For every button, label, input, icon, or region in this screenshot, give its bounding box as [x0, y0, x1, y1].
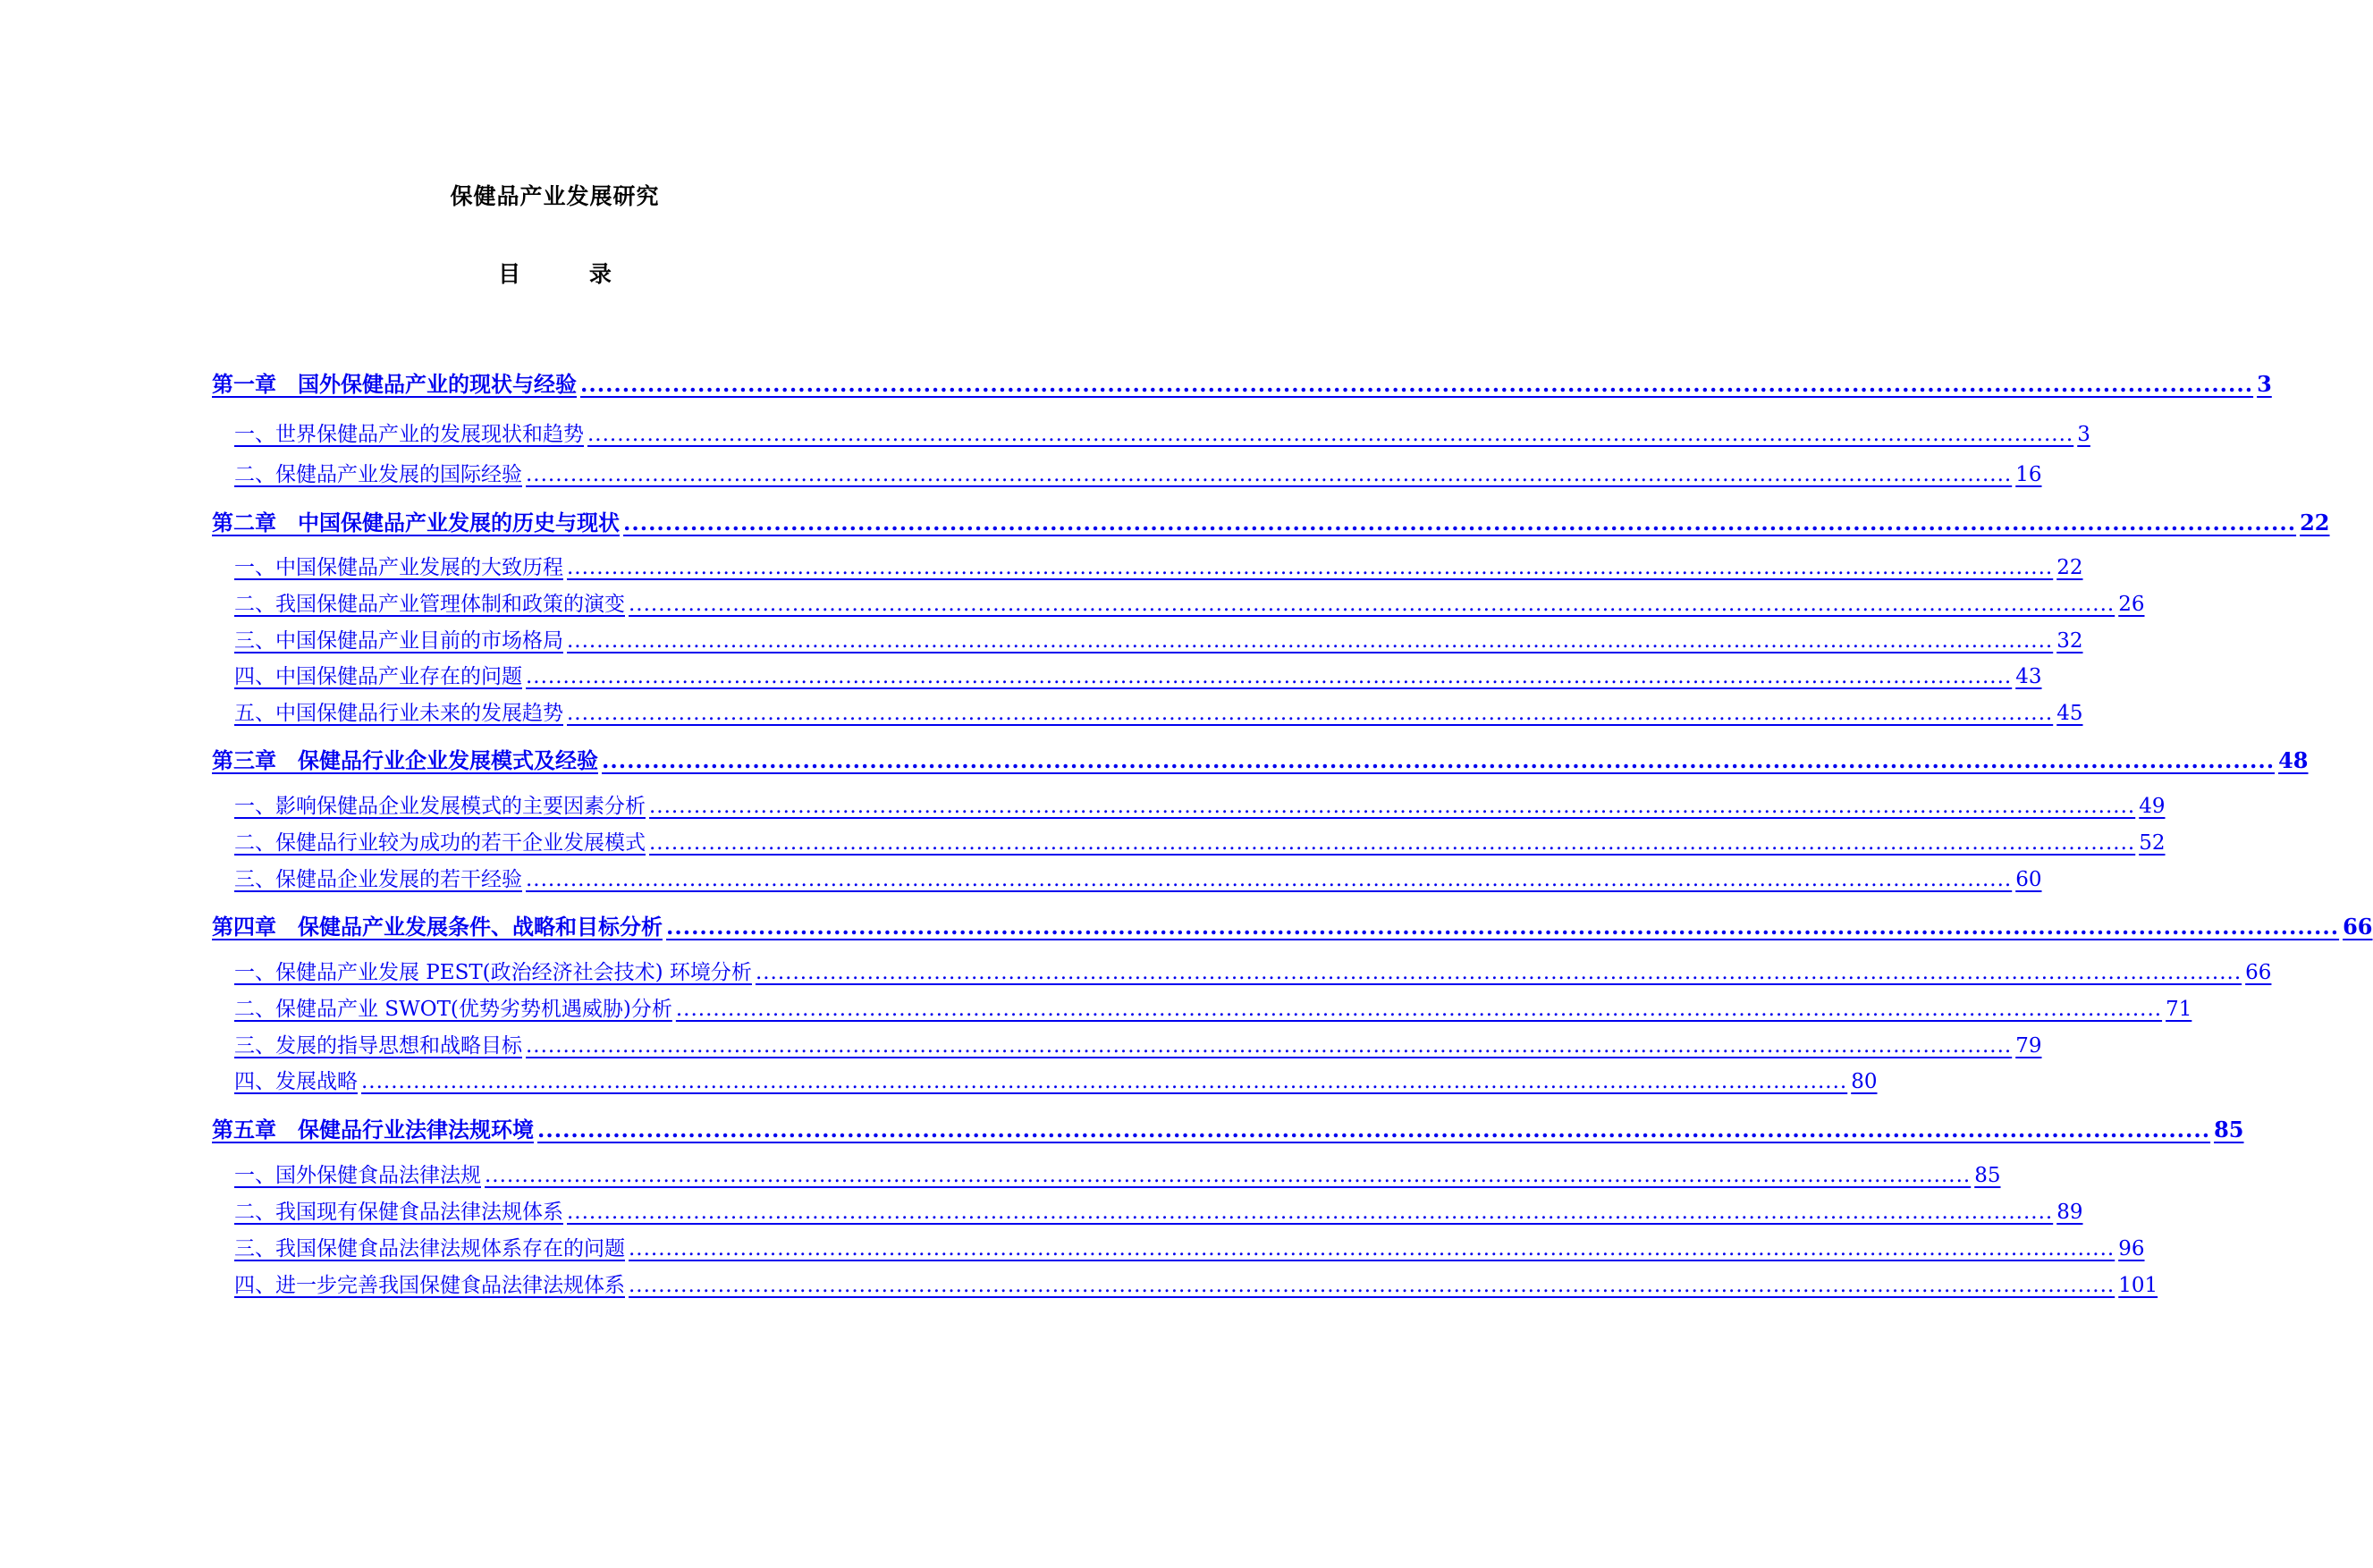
- toc-dot-leader: ........................................................................................................................................................................................................: [649, 795, 2136, 818]
- toc-entry-title: 二、保健品产业发展的国际经验: [234, 463, 522, 486]
- toc-chapter-link[interactable]: [212, 743, 2309, 775]
- toc-page-number: 80: [1851, 1070, 1878, 1093]
- toc-chapter-link[interactable]: [212, 505, 2330, 537]
- toc-section-link[interactable]: [234, 1065, 1878, 1097]
- toc-page-number: 48: [2278, 747, 2309, 773]
- toc-section-link[interactable]: [234, 551, 2083, 583]
- toc-entry-title: 三、保健品企业发展的若干经验: [234, 868, 522, 891]
- toc-section-link[interactable]: [234, 826, 2166, 858]
- toc-section-link[interactable]: [234, 587, 2145, 620]
- toc-page-number: 49: [2139, 795, 2166, 818]
- toc-chapter-link[interactable]: [212, 1112, 2244, 1144]
- toc-page-number: 96: [2118, 1237, 2145, 1260]
- toc-dot-leader: ........................................................................................................................................................................................................: [485, 1164, 1972, 1187]
- toc-chapter-link[interactable]: [212, 909, 2373, 941]
- toc-page-number: 66: [2245, 961, 2272, 984]
- toc-section-link[interactable]: [234, 660, 2042, 692]
- toc-dot-leader: ........................................................................................................................................................................................................: [755, 961, 2242, 984]
- toc-entry-title: 三、发展的指导思想和战略目标: [234, 1034, 522, 1058]
- document-title: 保健品产业发展研究: [450, 183, 660, 209]
- toc-page-number: 60: [2015, 868, 2042, 891]
- toc-dot-leader: ........................................................................................................................................................................................................: [602, 747, 2276, 773]
- toc-entry-title: 二、我国现有保健食品法律法规体系: [234, 1201, 563, 1224]
- toc-section-link[interactable]: [234, 1269, 2158, 1301]
- toc-dot-leader: ........................................................................................................................................................................................................: [629, 1274, 2115, 1297]
- toc-page-number: 43: [2015, 665, 2042, 688]
- toc-entry-title: 一、世界保健品产业的发展现状和趋势: [234, 423, 584, 446]
- toc-entry-title: 二、保健品行业较为成功的若干企业发展模式: [234, 831, 646, 855]
- toc-entry-title: 一、保健品产业发展 PEST(政治经济社会技术) 环境分析: [234, 961, 752, 984]
- toc-dot-leader: ........................................................................................................................................................................................................: [629, 1237, 2115, 1260]
- toc-dot-leader: ........................................................................................................................................................................................................: [623, 510, 2297, 535]
- toc-dot-leader: ........................................................................................................................................................................................................: [526, 463, 2013, 486]
- toc-entry-title: 五、中国保健品行业未来的发展趋势: [234, 702, 563, 725]
- toc-page-number: 16: [2015, 463, 2042, 486]
- toc-section-link[interactable]: [234, 696, 2083, 729]
- toc-entry-title: 三、中国保健品产业目前的市场格局: [234, 629, 563, 653]
- toc-entry-title: 四、中国保健品产业存在的问题: [234, 665, 522, 688]
- toc-entry-title: 第二章 中国保健品产业发展的历史与现状: [212, 510, 620, 535]
- toc-heading: 目 录: [498, 261, 642, 287]
- toc-page-number: 66: [2343, 914, 2373, 940]
- toc-section-link[interactable]: [234, 863, 2042, 895]
- toc-section-link[interactable]: [234, 1029, 2042, 1061]
- toc-dot-leader: ........................................................................................................................................................................................................: [567, 1201, 2054, 1224]
- toc-page-number: 79: [2015, 1034, 2042, 1058]
- toc-entry-title: 四、发展战略: [234, 1070, 358, 1093]
- toc-dot-leader: ........................................................................................................................................................................................................: [567, 556, 2054, 579]
- toc-section-link[interactable]: [234, 417, 2090, 450]
- toc-section-link[interactable]: [234, 956, 2272, 988]
- toc-section-link[interactable]: [234, 1232, 2145, 1264]
- toc-chapter-link[interactable]: [212, 367, 2272, 399]
- toc-section-link[interactable]: [234, 789, 2166, 822]
- toc-page-number: 85: [2214, 1117, 2244, 1142]
- toc-dot-leader: ........................................................................................................................................................................................................: [587, 423, 2074, 446]
- toc-dot-leader: ........................................................................................................................................................................................................: [567, 629, 2054, 653]
- toc-dot-leader: ........................................................................................................................................................................................................: [361, 1070, 1848, 1093]
- toc-page-number: 45: [2056, 702, 2083, 725]
- toc-page-number: 101: [2118, 1274, 2158, 1297]
- toc-entry-title: 第五章 保健品行业法律法规环境: [212, 1117, 534, 1142]
- toc-page-number: 89: [2056, 1201, 2083, 1224]
- toc-section-link[interactable]: [234, 458, 2042, 490]
- toc-page-number: 32: [2056, 629, 2083, 653]
- toc-page-number: 71: [2166, 998, 2192, 1021]
- toc-dot-leader: ........................................................................................................................................................................................................: [537, 1117, 2211, 1142]
- toc-page-number: 52: [2139, 831, 2166, 855]
- toc-section-link[interactable]: [234, 624, 2083, 656]
- toc-entry-title: 一、国外保健食品法律法规: [234, 1164, 481, 1187]
- toc-entry-title: 第一章 国外保健品产业的现状与经验: [212, 371, 577, 397]
- toc-section-link[interactable]: [234, 992, 2192, 1024]
- toc-page-number: 3: [2077, 423, 2090, 446]
- toc-section-link[interactable]: [234, 1195, 2083, 1227]
- toc-dot-leader: ........................................................................................................................................................................................................: [526, 665, 2013, 688]
- toc-page-number: 22: [2300, 510, 2330, 535]
- toc-entry-title: 第四章 保健品产业发展条件、战略和目标分析: [212, 914, 663, 940]
- toc-dot-leader: ........................................................................................................................................................................................................: [580, 371, 2254, 397]
- toc-entry-title: 二、保健品产业 SWOT(优势劣势机遇威胁)分析: [234, 998, 672, 1021]
- toc-dot-leader: ........................................................................................................................................................................................................: [567, 702, 2054, 725]
- toc-entry-title: 一、影响保健品企业发展模式的主要因素分析: [234, 795, 646, 818]
- toc-dot-leader: ........................................................................................................................................................................................................: [649, 831, 2136, 855]
- toc-dot-leader: ........................................................................................................................................................................................................: [675, 998, 2163, 1021]
- toc-page-number: 22: [2056, 556, 2083, 579]
- toc-page-number: 26: [2118, 593, 2145, 616]
- toc-dot-leader: ........................................................................................................................................................................................................: [629, 593, 2115, 616]
- toc-dot-leader: ........................................................................................................................................................................................................: [526, 1034, 2013, 1058]
- toc-entry-title: 一、中国保健品产业发展的大致历程: [234, 556, 563, 579]
- toc-dot-leader: ........................................................................................................................................................................................................: [666, 914, 2340, 940]
- toc-page-number: 3: [2257, 371, 2272, 397]
- toc-page-number: 85: [1974, 1164, 2001, 1187]
- toc-entry-title: 三、我国保健食品法律法规体系存在的问题: [234, 1237, 625, 1260]
- toc-entry-title: 二、我国保健品产业管理体制和政策的演变: [234, 593, 625, 616]
- toc-dot-leader: ........................................................................................................................................................................................................: [526, 868, 2013, 891]
- toc-entry-title: 四、进一步完善我国保健食品法律法规体系: [234, 1274, 625, 1297]
- toc-section-link[interactable]: [234, 1159, 2001, 1191]
- toc-entry-title: 第三章 保健品行业企业发展模式及经验: [212, 747, 598, 773]
